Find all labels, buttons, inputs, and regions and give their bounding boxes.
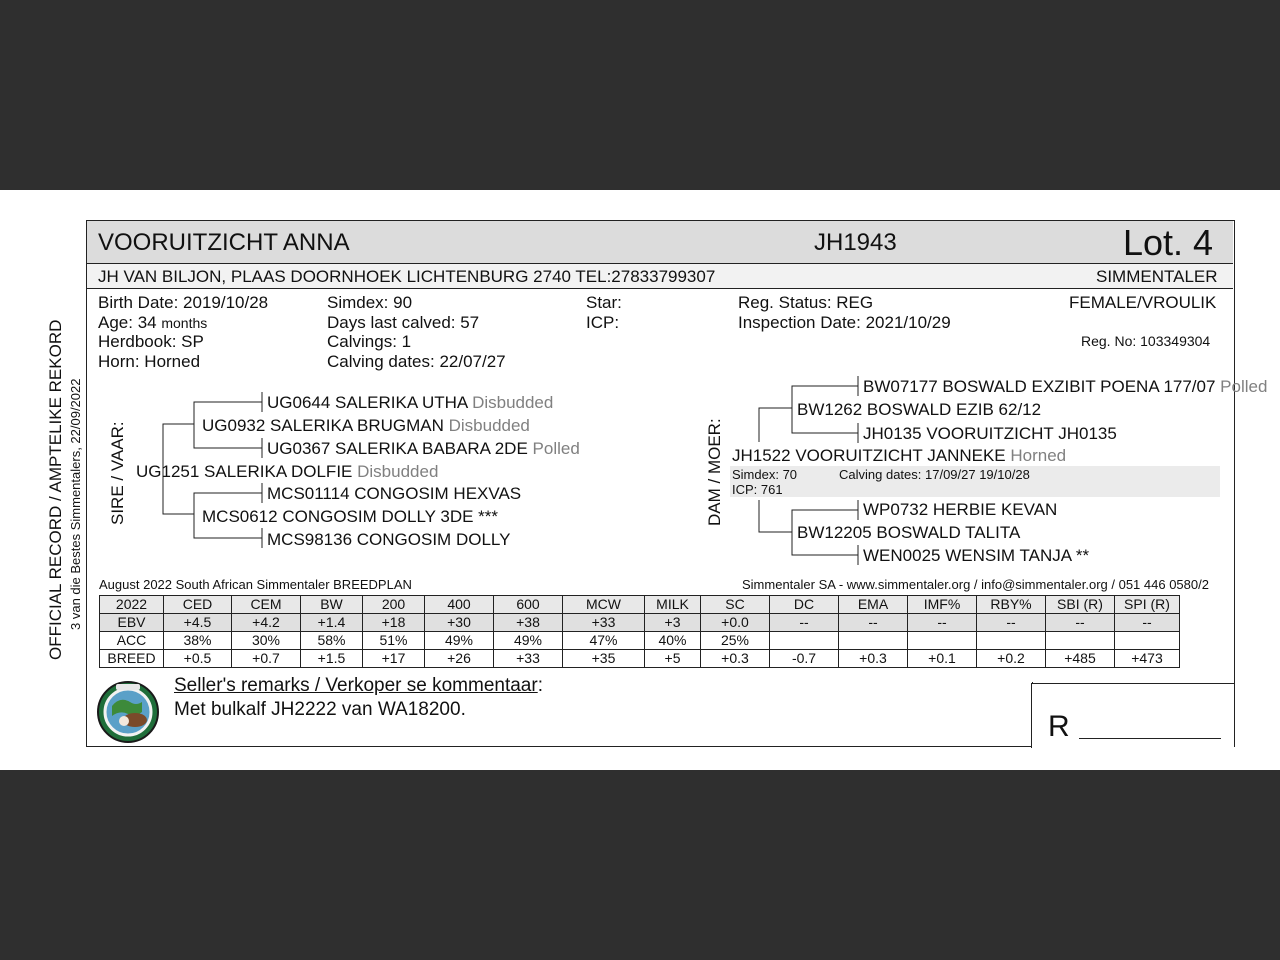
breedplan-header-row — [100, 596, 1180, 614]
breedplan-cell: SC — [701, 596, 770, 614]
owner-line: JH VAN BILJON, PLAAS DOORNHOEK LICHTENBURG 2740 TEL:27833799307 — [98, 267, 716, 286]
breedplan-cell: +1.5 — [301, 650, 363, 668]
animal-name: VOORUITZICHT ANNA — [98, 229, 350, 256]
dam-sire-sire — [863, 377, 1267, 397]
seller-remarks-text: Met bulkalf JH2222 van WA18200. — [174, 699, 466, 720]
dam — [732, 446, 1066, 466]
lot-number: Lot. 4 — [1123, 222, 1214, 263]
breedplan-contact: Simmentaler SA - www.simmentaler.org / info@simmentaler.org / 051 446 0580/2 — [742, 577, 1209, 592]
herdbook: Herdbook: SP — [98, 332, 204, 351]
ssd-name: UG0367 SALERIKA BABARA 2DE — [267, 439, 528, 458]
birth-date: Birth Date: 2019/10/28 — [98, 293, 269, 312]
breedplan-cell: BW — [301, 596, 363, 614]
breedplan-cell: 49% — [425, 632, 494, 650]
sire-dam-dam: MCS98136 CONGOSIM DOLLY — [267, 530, 511, 549]
breedplan-cell: +30 — [425, 614, 494, 632]
sire-sire — [202, 416, 530, 436]
breedplan-cell: -- — [839, 614, 908, 632]
remarks-colon: : — [537, 675, 543, 696]
breedplan-cell: CEM — [232, 596, 301, 614]
breedplan-cell — [977, 632, 1046, 650]
breedplan-cell: +3 — [645, 614, 701, 632]
sire-label: SIRE / VAAR: — [108, 421, 127, 525]
breedplan-cell: SBI (R) — [1046, 596, 1115, 614]
breedplan-cell: CED — [164, 596, 232, 614]
breedplan-cell: MCW — [563, 596, 645, 614]
days-last-calved: Days last calved: 57 — [327, 313, 480, 332]
breedplan-cell: BREED — [100, 650, 164, 668]
breedplan-cell: +33 — [563, 614, 645, 632]
breedplan-cell: -- — [908, 614, 977, 632]
breedplan-title: August 2022 South African Simmentaler BREEDPLAN — [99, 577, 412, 592]
breedplan-cell — [839, 632, 908, 650]
dss-horn: Polled — [1220, 377, 1268, 396]
star-label: Star: — [586, 293, 622, 312]
breedplan-cell: MILK — [645, 596, 701, 614]
reg-status: Reg. Status: REG — [738, 293, 874, 312]
sale-date-text: 3 van die Bestes Simmentalers, 22/09/2022 — [68, 378, 83, 630]
sire — [136, 462, 438, 482]
animal-id: JH1943 — [814, 229, 897, 256]
breedplan-cell: 200 — [363, 596, 425, 614]
breedplan-cell: IMF% — [908, 596, 977, 614]
breedplan-cell: DC — [770, 596, 839, 614]
breedplan-cell: 25% — [701, 632, 770, 650]
dam-dam-dam: WEN0025 WENSIM TANJA ** — [863, 546, 1090, 565]
calving-dates: Calving dates: 22/07/27 — [327, 352, 506, 371]
breedplan-cell: +0.3 — [701, 650, 770, 668]
icp-label: ICP: — [586, 313, 620, 332]
breedplan-cell: -- — [1046, 614, 1115, 632]
breedplan-cell: 38% — [164, 632, 232, 650]
sire-sire-sire — [267, 393, 553, 413]
breedplan-acc-row — [100, 632, 1180, 650]
dam-horn: Horned — [1010, 446, 1067, 465]
breedplan-cell: +35 — [563, 650, 645, 668]
sire-name: UG1251 SALERIKA DOLFIE — [136, 462, 353, 481]
official-record-text: OFFICIAL RECORD / AMPTELIKE REKORD — [46, 319, 65, 660]
breedplan-cell — [770, 632, 839, 650]
price-line[interactable] — [1079, 738, 1221, 739]
breedplan-cell: +485 — [1046, 650, 1115, 668]
dam-icp: ICP: 761 — [732, 482, 783, 497]
sire-dam: MCS0612 CONGOSIM DOLLY 3DE *** — [202, 507, 499, 526]
breedplan-cell: +0.7 — [232, 650, 301, 668]
breedplan-cell: 400 — [425, 596, 494, 614]
dss-name: BW07177 BOSWALD EXZIBIT POENA 177/07 — [863, 377, 1216, 396]
breedplan-cell: +5 — [645, 650, 701, 668]
breedplan-cell: 2022 — [100, 596, 164, 614]
sire-sire-dam — [267, 439, 580, 459]
breedplan-cell: EMA — [839, 596, 908, 614]
breedplan-cell: 49% — [494, 632, 563, 650]
sire-dam-sire: MCS01114 CONGOSIM HEXVAS — [267, 484, 522, 503]
ssd-horn: Polled — [532, 439, 580, 458]
breedplan-cell: +38 — [494, 614, 563, 632]
ss-horn: Disbudded — [448, 416, 530, 435]
reg-number: Reg. No: 103349304 — [1081, 333, 1211, 349]
simmentaler-logo-icon — [96, 680, 160, 744]
breedplan-cell: -0.7 — [770, 650, 839, 668]
breedplan-cell — [1046, 632, 1115, 650]
breedplan-cell: 600 — [494, 596, 563, 614]
dam-dam-sire: WP0732 HERBIE KEVAN — [863, 500, 1058, 519]
breedplan-breed-row — [100, 650, 1180, 668]
price-currency: R — [1048, 710, 1070, 743]
breedplan-cell: +1.4 — [301, 614, 363, 632]
breedplan-cell: +4.5 — [164, 614, 232, 632]
simdex: Simdex: 90 — [327, 293, 413, 312]
breedplan-cell: -- — [977, 614, 1046, 632]
dam-calving-dates: Calving dates: 17/09/27 19/10/28 — [839, 467, 1030, 482]
breedplan-cell — [1115, 632, 1180, 650]
breedplan-cell: 30% — [232, 632, 301, 650]
breedplan-cell: 58% — [301, 632, 363, 650]
calvings: Calvings: 1 — [327, 332, 412, 351]
breedplan-cell: +33 — [494, 650, 563, 668]
breedplan-cell: +0.2 — [977, 650, 1046, 668]
breedplan-cell: EBV — [100, 614, 164, 632]
breedplan-cell: +0.0 — [701, 614, 770, 632]
breedplan-cell: SPI (R) — [1115, 596, 1180, 614]
breedplan-cell: +17 — [363, 650, 425, 668]
breedplan-cell: 51% — [363, 632, 425, 650]
dam-label: DAM / MOER: — [705, 418, 724, 526]
dam-simdex: Simdex: 70 — [732, 467, 798, 482]
breed-name: SIMMENTALER — [1096, 267, 1218, 286]
dam-sire-dam: JH0135 VOORUITZICHT JH0135 — [863, 424, 1117, 443]
sire-horn: Disbudded — [357, 462, 439, 481]
seller-remarks-heading — [174, 675, 543, 697]
breedplan-cell: RBY% — [977, 596, 1046, 614]
breedplan-cell: +0.3 — [839, 650, 908, 668]
sex: FEMALE/VROULIK — [1069, 293, 1217, 312]
dam-dam: BW12205 BOSWALD TALITA — [797, 523, 1021, 542]
remarks-title: Seller's remarks / Verkoper se kommentaar — [174, 675, 538, 696]
breedplan-ebv-row — [100, 614, 1180, 632]
dam-name: JH1522 VOORUITZICHT JANNEKE — [732, 446, 1006, 465]
breedplan-cell — [908, 632, 977, 650]
breedplan-cell: -- — [770, 614, 839, 632]
breedplan-cell: 40% — [645, 632, 701, 650]
breedplan-cell: +0.1 — [908, 650, 977, 668]
breedplan-table — [99, 595, 1180, 668]
breedplan-cell: 47% — [563, 632, 645, 650]
breedplan-cell: +4.2 — [232, 614, 301, 632]
sss-horn: Disbudded — [472, 393, 554, 412]
dam-sire: BW1262 BOSWALD EZIB 62/12 — [797, 400, 1042, 419]
sss-name: UG0644 SALERIKA UTHA — [267, 393, 468, 412]
lot-card-sheet — [0, 190, 1280, 770]
breedplan-cell: +26 — [425, 650, 494, 668]
age-value: Age: 34 — [98, 313, 157, 332]
ss-name: UG0932 SALERIKA BRUGMAN — [202, 416, 444, 435]
horn-status: Horn: Horned — [98, 352, 201, 371]
breedplan-cell: +0.5 — [164, 650, 232, 668]
breedplan-cell: +473 — [1115, 650, 1180, 668]
age-unit: months — [161, 315, 208, 331]
breedplan-cell: +18 — [363, 614, 425, 632]
breedplan-cell: ACC — [100, 632, 164, 650]
breedplan-cell: -- — [1115, 614, 1180, 632]
inspection-date: Inspection Date: 2021/10/29 — [738, 313, 951, 332]
